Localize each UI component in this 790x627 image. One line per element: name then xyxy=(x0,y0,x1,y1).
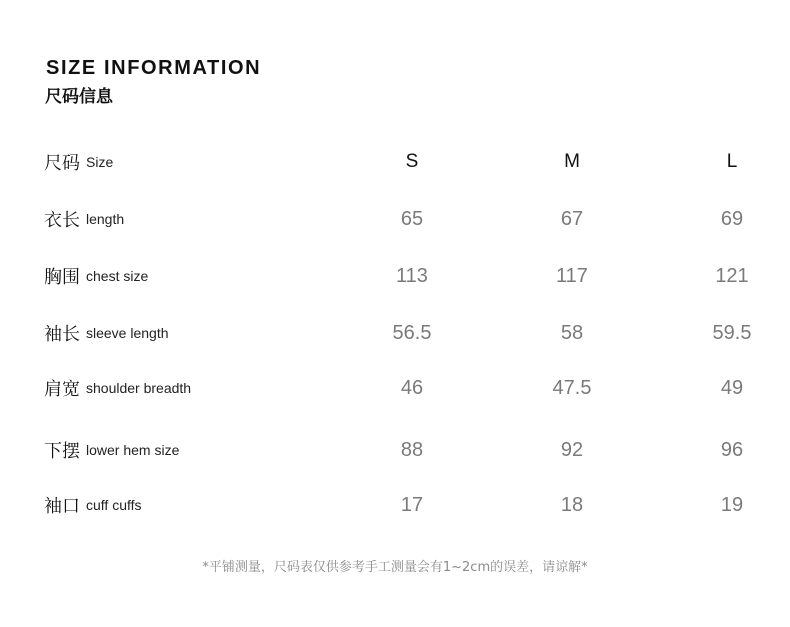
value-l: 96 xyxy=(720,438,744,461)
value-s: 56.5 xyxy=(392,321,432,344)
row-label xyxy=(44,204,124,234)
value-m: 58 xyxy=(560,321,584,344)
value-l: 49 xyxy=(720,376,744,399)
value-m: 67 xyxy=(560,207,584,230)
row-label-cn: 袖口 xyxy=(44,496,80,517)
row-label-cn: 胸围 xyxy=(44,267,80,288)
size-header-m: M xyxy=(564,151,580,172)
row-label xyxy=(44,147,113,177)
size-header-s: S xyxy=(405,151,419,172)
row-label-en: shoulder breadth xyxy=(86,380,192,396)
value-s: 88 xyxy=(400,438,424,461)
value-l: 69 xyxy=(720,207,744,230)
size-header-l: L xyxy=(726,151,738,172)
row-shoulder-breadth xyxy=(0,373,790,403)
measurement-note: *平铺测量，尺码表仅供参考手工测量会有1~2cm的误差，请谅解* xyxy=(202,560,588,575)
row-label-cn: 袖长 xyxy=(44,324,80,345)
value-s: 113 xyxy=(396,264,428,287)
row-label-en: chest size xyxy=(86,268,149,284)
value-l: 19 xyxy=(720,493,744,516)
value-s: 17 xyxy=(400,493,424,516)
size-header-row xyxy=(0,147,790,177)
row-label-en: Size xyxy=(86,154,114,170)
row-label xyxy=(44,261,148,291)
row-label xyxy=(44,318,169,348)
row-sleeve-length xyxy=(0,318,790,348)
value-s: 65 xyxy=(400,207,424,230)
row-cuff xyxy=(0,490,790,520)
value-m: 92 xyxy=(560,438,584,461)
row-length xyxy=(0,204,790,234)
value-m: 18 xyxy=(560,493,584,516)
row-label xyxy=(44,435,179,465)
value-l: 59.5 xyxy=(712,321,752,344)
row-label-en: cuff cuffs xyxy=(86,497,142,513)
value-m: 47.5 xyxy=(552,376,592,399)
row-label-en: length xyxy=(86,211,125,227)
row-label xyxy=(44,490,142,520)
row-chest-size xyxy=(0,261,790,291)
row-label xyxy=(44,373,191,403)
row-label-en: lower hem size xyxy=(86,442,180,458)
row-lower-hem-size xyxy=(0,435,790,465)
row-label-cn: 尺码 xyxy=(44,153,80,174)
row-label-cn: 肩宽 xyxy=(44,379,80,400)
value-s: 46 xyxy=(400,376,424,399)
title-english: SIZE INFORMATION xyxy=(46,57,262,79)
row-label-cn: 下摆 xyxy=(44,441,80,462)
value-l: 121 xyxy=(715,264,749,287)
row-label-en: sleeve length xyxy=(86,325,169,341)
row-label-cn: 衣长 xyxy=(44,210,80,231)
value-m: 117 xyxy=(556,264,588,287)
title-chinese: 尺码信息 xyxy=(45,87,113,107)
